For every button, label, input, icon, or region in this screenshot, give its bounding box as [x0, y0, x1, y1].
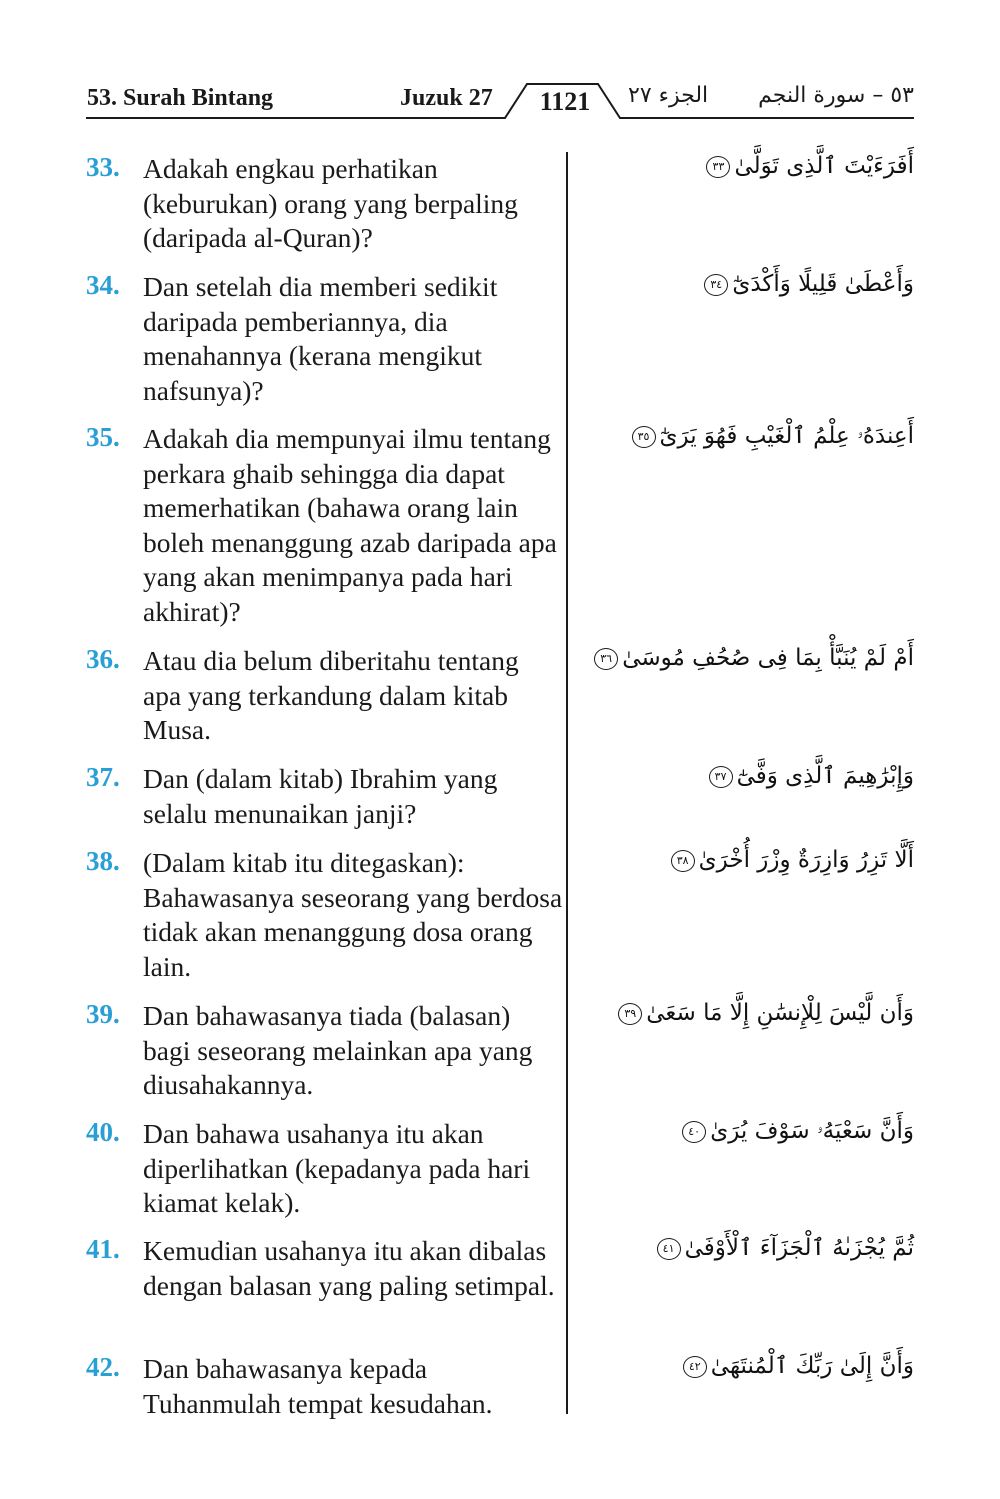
- arabic-juz-label: الجزء ٢٧: [628, 83, 709, 108]
- verse-arabic: [584, 264, 914, 304]
- verse-arabic: [584, 993, 914, 1033]
- verse-translation: Atau dia belum diberitahu tentang apa yang terkandung dalam kitab Musa.: [143, 645, 519, 745]
- arabic-text: أَفَرَءَيْتَ ٱلَّذِى تَوَلَّىٰ: [734, 153, 914, 179]
- surah-title: 53. Surah Bintang: [87, 85, 274, 111]
- verse-arabic: [584, 1111, 914, 1151]
- verse-arabic: [584, 638, 914, 678]
- ayah-number-marker: ٤١: [657, 1238, 681, 1260]
- ayah-number-marker: ٣٤: [704, 274, 728, 296]
- arabic-text: أَلَّا تَزِرُ وَازِرَةٌ وِزْرَ أُخْرَىٰ: [698, 847, 914, 873]
- juzuk-label: Juzuk 27: [400, 85, 493, 111]
- verse-arabic: [584, 416, 914, 456]
- ayah-number-marker: ٣٩: [618, 1003, 642, 1025]
- arabic-text: وَأَعْطَىٰ قَلِيلًا وَأَكْدَىٰٓ: [732, 271, 914, 297]
- verse-number: 37.: [86, 762, 120, 792]
- page-header: [0, 0, 1000, 130]
- arabic-text: وَأَنَّ إِلَىٰ رَبِّكَ ٱلْمُنتَهَىٰ: [710, 1353, 914, 1379]
- verse-number: 38.: [86, 846, 120, 876]
- page-number: 1121: [539, 87, 591, 116]
- verse-number: 35.: [86, 422, 120, 452]
- verse-translation: Adakah engkau perhatikan (keburukan) orang yang berpaling (daripada al-Quran)?: [143, 153, 518, 253]
- arabic-surah-title: ٥٣ – سورة النجم: [758, 83, 914, 108]
- verse-number: 42.: [86, 1352, 120, 1382]
- column-divider: [566, 152, 568, 1414]
- verse-arabic: [584, 1228, 914, 1268]
- ayah-number-marker: ٤٢: [683, 1356, 707, 1378]
- ayah-number-marker: ٣٨: [671, 850, 695, 872]
- verse-translation: Dan (dalam kitab) Ibrahim yang selalu menunaikan janji?: [143, 763, 498, 829]
- arabic-text: أَمْ لَمْ يُنَبَّأْ بِمَا فِى صُحُفِ مُوسَىٰ: [622, 645, 914, 671]
- arabic-text: وَإِبْرَٰهِيمَ ٱلَّذِى وَفَّىٰٓ: [736, 763, 914, 789]
- verse-arabic: [584, 1346, 914, 1386]
- ayah-number-marker: ٣٧: [709, 766, 733, 788]
- verse-arabic: [584, 840, 914, 880]
- arabic-text: وَأَن لَّيْسَ لِلْإِنسَٰنِ إِلَّا مَا سَعَىٰ: [646, 1000, 914, 1026]
- verse-translation: Dan bahawa usahanya itu akan diperlihatkan (kepadanya pada hari kiamat kelak).: [143, 1118, 531, 1218]
- verse-translation: Dan bahawasanya kepada Tuhanmulah tempat kesudahan.: [143, 1353, 493, 1419]
- verse-translation: Dan bahawasanya tiada (balasan) bagi seseorang melainkan apa yang diusahakannya.: [143, 1000, 533, 1100]
- arabic-text: ثُمَّ يُجْزَىٰهُ ٱلْجَزَآءَ ٱلْأَوْفَىٰ: [684, 1235, 914, 1261]
- verse-translation: (Dalam kitab itu ditegaskan): Bahawasanya seseorang yang berdosa tidak akan menanggung dosa orang lain.: [143, 847, 563, 982]
- ayah-number-marker: ٣٣: [706, 156, 730, 178]
- verse-number: 36.: [86, 644, 120, 674]
- verse-arabic: [584, 756, 914, 796]
- verse-number: 33.: [86, 152, 120, 182]
- verse-translation: Adakah dia mempunyai ilmu tentang perkara ghaib sehingga dia dapat memerhatikan (bahawa orang lain boleh menanggung azab daripada apa yang akan menimpanya pada hari akhirat)?: [143, 423, 557, 627]
- verse-translation: Dan setelah dia memberi sedikit daripada pemberiannya, dia menahannya (kerana mengikut nafsunya)?: [143, 271, 498, 406]
- arabic-text: أَعِندَهُۥ عِلْمُ ٱلْغَيْبِ فَهُوَ يَرَىٰٓ: [659, 423, 914, 449]
- ayah-number-marker: ٤٠: [682, 1121, 706, 1143]
- verse-number: 41.: [86, 1234, 120, 1264]
- verse-number: 34.: [86, 270, 120, 300]
- verse-arabic: [584, 146, 914, 186]
- verse-translation: Kemudian usahanya itu akan dibalas dengan balasan yang paling setimpal.: [143, 1235, 555, 1301]
- ayah-number-marker: ٣٦: [594, 648, 618, 670]
- ayah-number-marker: ٣٥: [632, 426, 656, 448]
- verse-number: 39.: [86, 999, 120, 1029]
- arabic-text: وَأَنَّ سَعْيَهُۥ سَوْفَ يُرَىٰ: [710, 1118, 914, 1144]
- verse-number: 40.: [86, 1117, 120, 1147]
